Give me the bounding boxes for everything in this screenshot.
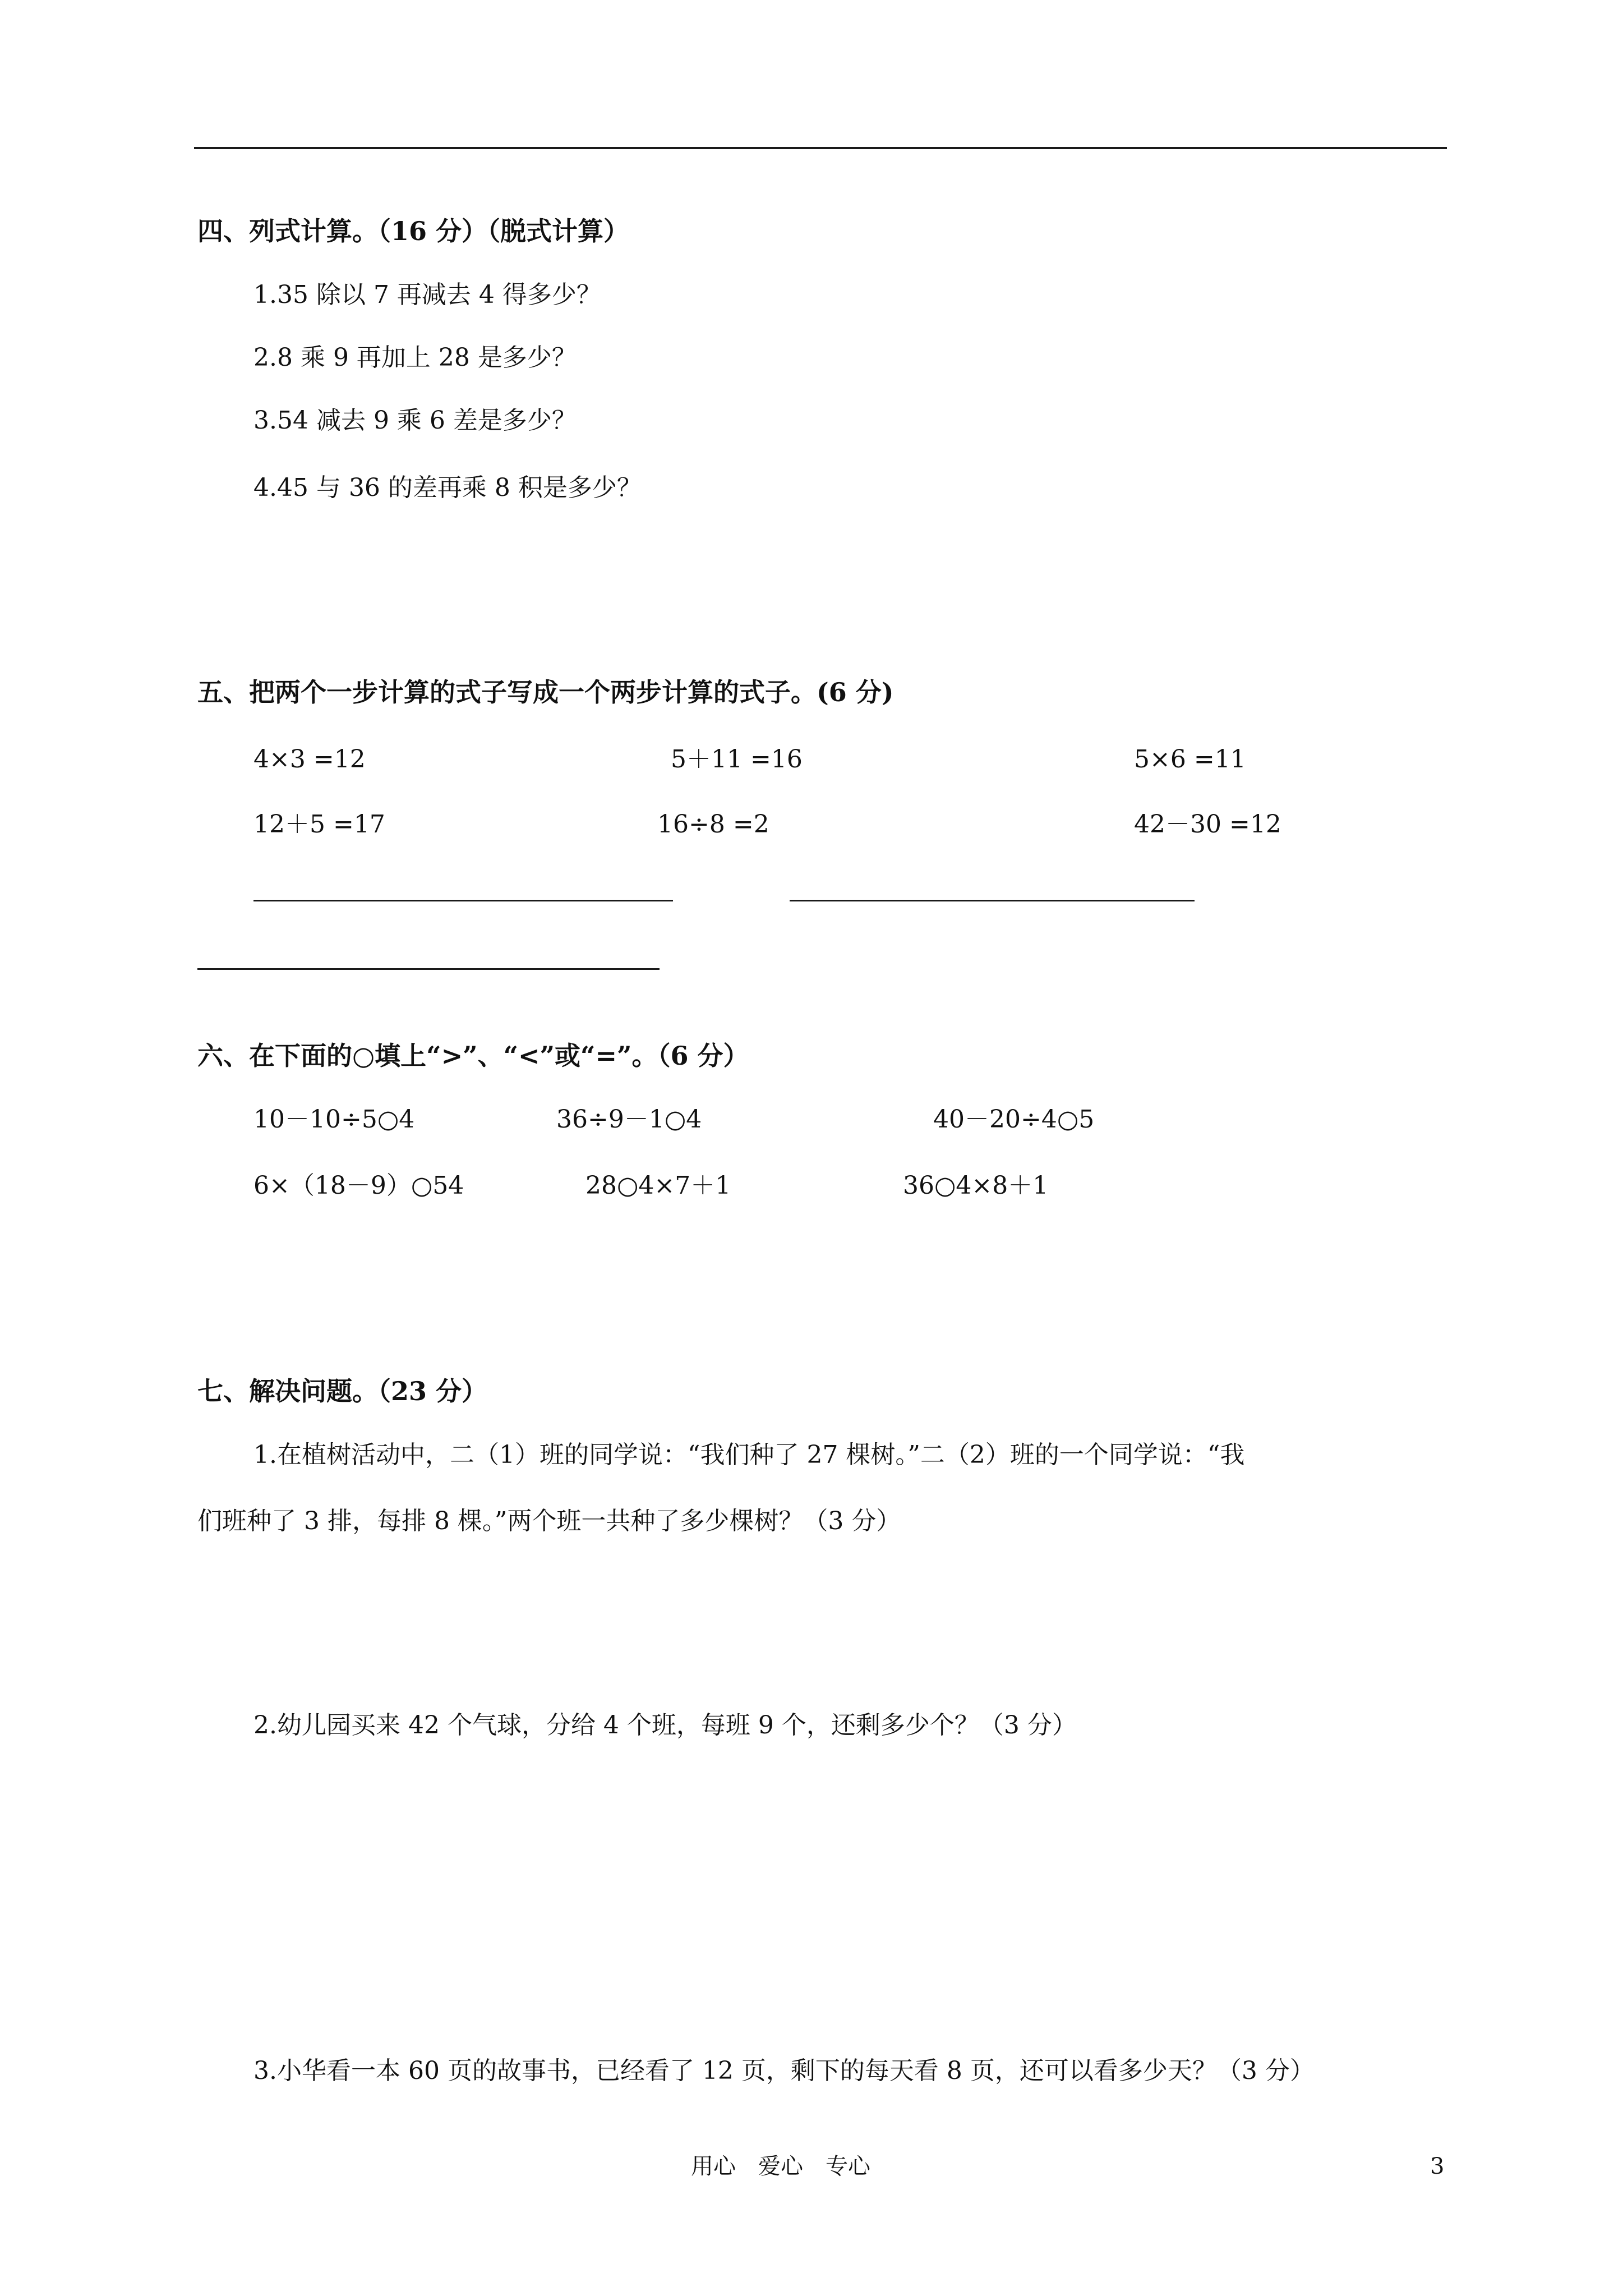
- section-4-question-2: 2.8 乘 9 再加上 28 是多少？: [253, 343, 577, 372]
- section-6-comparison: 40－20÷4○5: [933, 1105, 1095, 1134]
- section-6-comparison: 10－10÷5○4: [253, 1105, 415, 1134]
- section-5-expression: 16÷8 =2: [657, 810, 769, 839]
- section-5-title: 五、把两个一步计算的式子写成一个两步计算的式子。(6 分): [197, 677, 894, 707]
- section-6-comparison: 6×（18－9）○54: [253, 1171, 464, 1200]
- section-5-expression: 4×3 =12: [253, 745, 366, 774]
- header-rule: [194, 147, 1447, 149]
- section-5-expression: 5×6 =11: [1134, 745, 1246, 774]
- section-5-expression: 12＋5 =17: [253, 810, 385, 839]
- section-5-expression: 5＋11 =16: [671, 745, 803, 774]
- section-7-problem-1-line-1: 1.在植树活动中，二（1）班的同学说：“我们种了 27 棵树。”二（2）班的一个同学说：“我: [253, 1441, 1245, 1469]
- section-6-title: 六、在下面的○填上“>”、“<”或“=”。（6 分）: [197, 1041, 749, 1071]
- section-6-comparison: 36÷9－1○4: [556, 1105, 702, 1134]
- section-7-title: 七、解决问题。（23 分）: [197, 1376, 488, 1406]
- section-7-problem-2: 2.幼儿园买来 42 个气球，分给 4 个班，每班 9 个，还剩多少个？（3 分）: [253, 1711, 1077, 1740]
- answer-line: [790, 900, 1195, 901]
- section-6-comparison: 28○4×7＋1: [585, 1171, 731, 1200]
- answer-line: [253, 900, 673, 901]
- page-number: 3: [1430, 2154, 1445, 2179]
- section-4-question-1: 1.35 除以 7 再减去 4 得多少？: [253, 280, 601, 309]
- section-7-problem-1-line-2: 们班种了 3 排，每排 8 棵。”两个班一共种了多少棵树？（3 分）: [197, 1507, 901, 1535]
- section-4-question-3: 3.54 减去 9 乘 6 差是多少？: [253, 406, 577, 435]
- section-6-comparison: 36○4×8＋1: [903, 1171, 1049, 1200]
- section-5-expression: 42－30 =12: [1134, 810, 1281, 839]
- answer-line: [197, 968, 660, 970]
- section-7-problem-3: 3.小华看一本 60 页的故事书，已经看了 12 页，剩下的每天看 8 页，还可以看多少天？（3 分）: [253, 2056, 1315, 2085]
- section-4-question-4: 4.45 与 36 的差再乘 8 积是多少？: [253, 473, 642, 502]
- footer-motto: 用心 爱心 专心: [691, 2154, 870, 2179]
- section-4-title: 四、列式计算。（16 分）（脱式计算）: [197, 216, 630, 246]
